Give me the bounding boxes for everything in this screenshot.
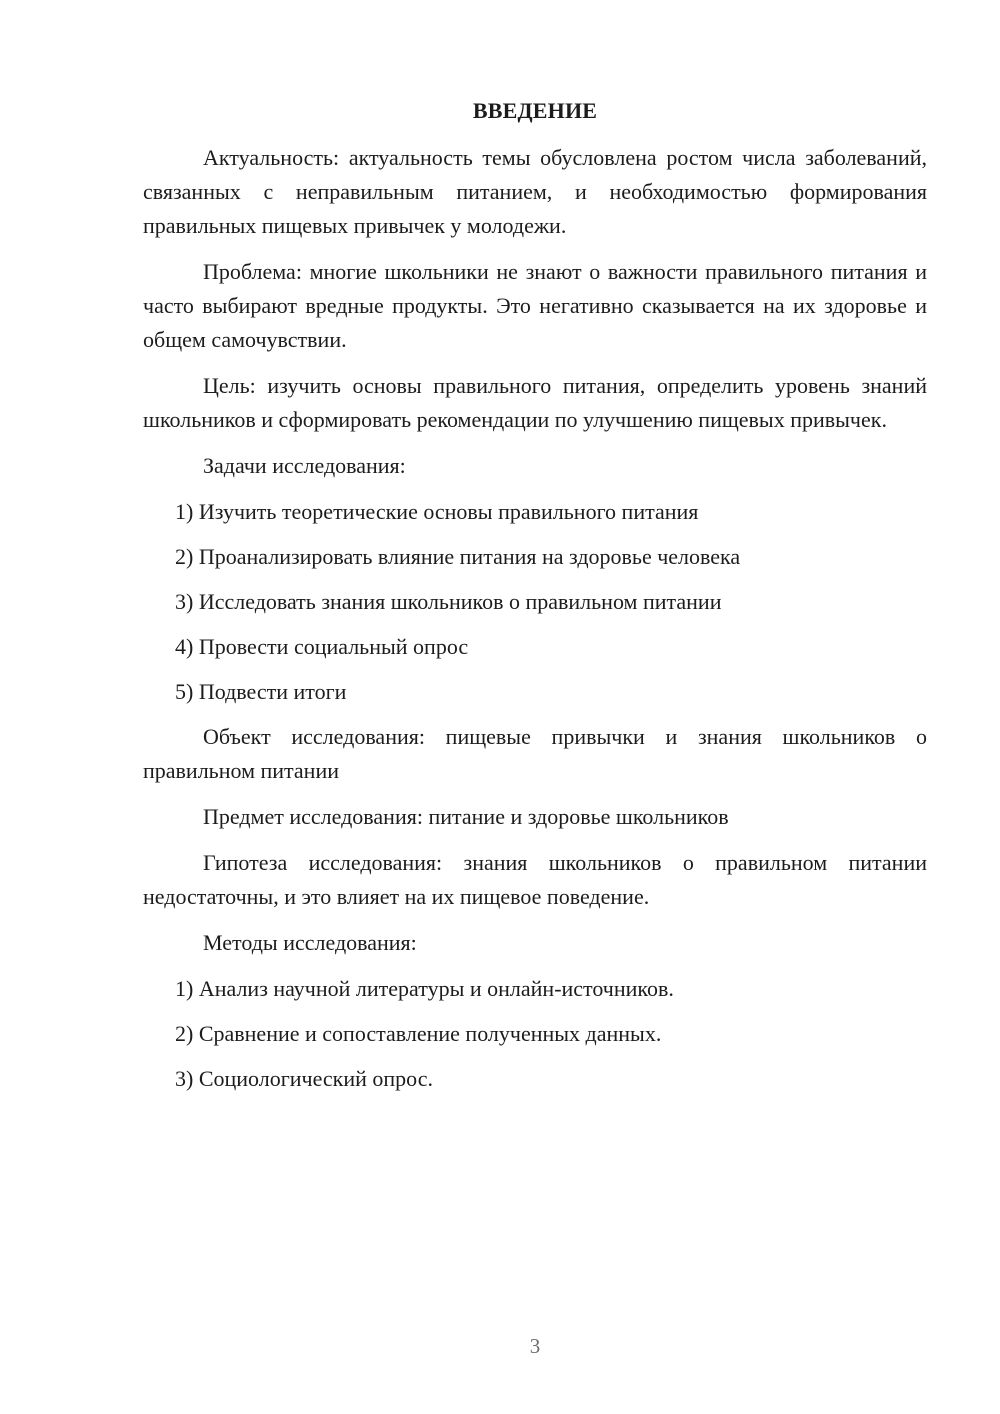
methods-heading: Методы исследования: [203, 930, 417, 955]
subject-paragraph: Предмет исследования: питание и здоровье школьников [203, 804, 729, 829]
task-item: 3) Исследовать знания школьников о правильном питании [175, 589, 722, 614]
tasks-heading: Задачи исследования: [203, 453, 406, 478]
method-item: 3) Социологический опрос. [175, 1066, 433, 1091]
task-item: 1) Изучить теоретические основы правильного питания [175, 499, 699, 524]
goal-paragraph: Цель: изучить основы правильного питания, определить уровень знаний школьников и сформировать рекомендации по улучшению пищевых привычек. [143, 373, 927, 432]
problem-paragraph: Проблема: многие школьники не знают о важности правильного питания и часто выбирают вредные продукты. Это негативно сказывается на их здоровье и общем самочувствии. [143, 259, 927, 352]
section-title: ВВЕДЕНИЕ [472, 98, 598, 123]
object-paragraph: Объект исследования: пищевые привычки и знания школьников о правильном питании [143, 724, 927, 783]
task-item: 2) Проанализировать влияние питания на здоровье человека [175, 544, 741, 569]
method-item: 1) Анализ научной литературы и онлайн-источников. [175, 976, 674, 1001]
method-item: 2) Сравнение и сопоставление полученных данных. [175, 1021, 662, 1046]
task-item: 5) Подвести итоги [175, 679, 347, 704]
page-number: 3 [529, 1334, 541, 1358]
page-content [143, 95, 927, 1107]
task-item: 4) Провести социальный опрос [175, 634, 469, 659]
hypothesis-paragraph: Гипотеза исследования: знания школьников о правильном питании недостаточны, и это влияет на их пищевое поведение. [143, 850, 927, 909]
relevance-paragraph: Актуальность: актуальность темы обусловлена ростом числа заболеваний, связанных с неправильным питанием, и необходимостью формирования правильных пищевых привычек у молодежи. [143, 145, 927, 238]
